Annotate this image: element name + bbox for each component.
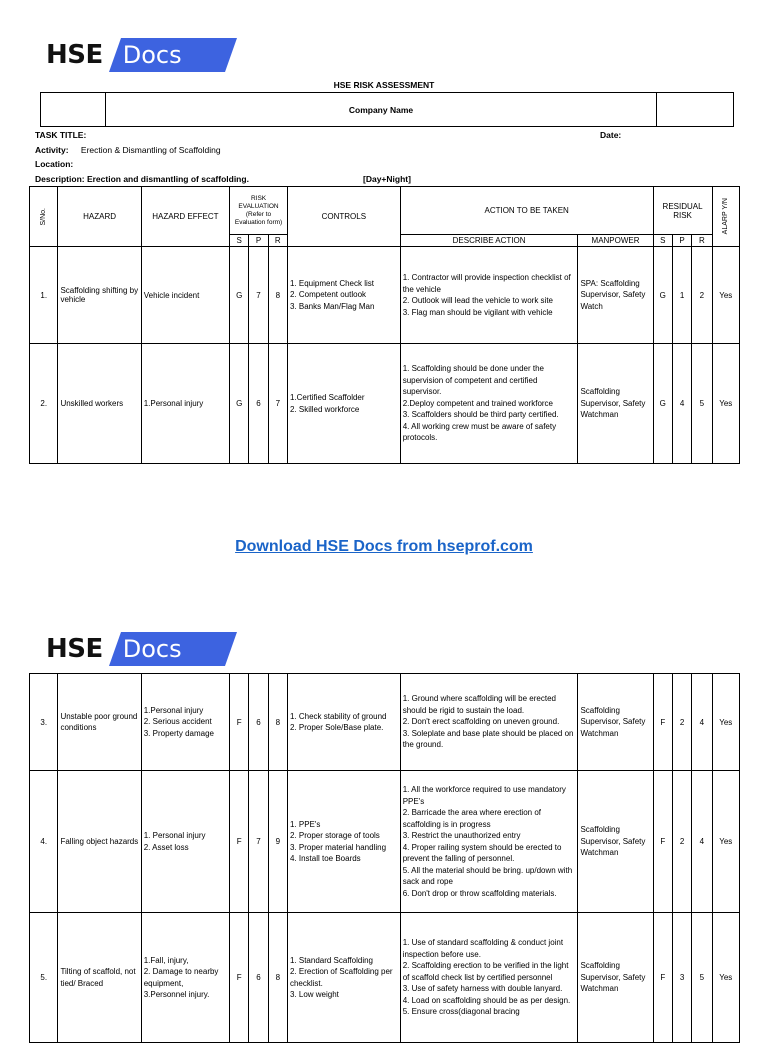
row-alarp: Yes	[712, 344, 739, 464]
row-effect: 1.Personal injury 2. Serious accident 3. Property damage	[141, 674, 229, 771]
row-sno: 2.	[30, 344, 58, 464]
row-p: 7	[249, 771, 268, 913]
row-effect: 1.Personal injury	[141, 344, 229, 464]
row-controls: 1. Check stability of ground 2. Proper Sole/Base plate.	[287, 674, 400, 771]
activity-label: Activity:	[35, 145, 69, 155]
row-effect: 1. Personal injury 2. Asset loss	[141, 771, 229, 913]
row-sno: 1.	[30, 247, 58, 344]
row-r: 7	[268, 344, 287, 464]
row-effect: 1.Fall, injury, 2. Damage to nearby equipment, 3.Personnel injury.	[141, 913, 229, 1043]
row-residual-p: 3	[672, 913, 691, 1043]
row-residual-s: G	[653, 247, 672, 344]
activity-line	[35, 145, 221, 155]
row-residual-r: 5	[692, 344, 712, 464]
hse-docs-logo-page2	[46, 632, 237, 666]
row-hazard: Unstable poor ground conditions	[58, 674, 141, 771]
row-s: F	[230, 913, 249, 1043]
logo-docs-badge	[109, 38, 237, 72]
row-manpower: Scaffolding Supervisor, Safety Watchman	[578, 771, 653, 913]
row-actions: 1. Contractor will provide inspection checklist of the vehicle 2. Outlook will lead the vehicle to work site 3. Flag man should be vigilant with vehicle	[400, 247, 578, 344]
row-sno: 5.	[30, 913, 58, 1043]
shift: [Day+Night]	[363, 174, 411, 184]
row-controls: 1.Certified Scaffolder 2. Skilled workforce	[287, 344, 400, 464]
row-residual-s: F	[653, 913, 672, 1043]
row-s: G	[230, 344, 249, 464]
header-hazard: HAZARD	[58, 187, 141, 247]
header-residual: RESIDUAL RISK	[653, 187, 712, 235]
date-label: Date:	[600, 130, 622, 140]
row-p: 6	[249, 344, 268, 464]
row-r: 9	[268, 771, 287, 913]
row-alarp: Yes	[712, 247, 739, 344]
row-sno: 3.	[30, 674, 58, 771]
header-manpower: MANPOWER	[578, 235, 653, 247]
location-label: Location:	[35, 159, 74, 169]
row-residual-r: 4	[692, 674, 712, 771]
company-header-table	[40, 92, 734, 127]
row-residual-p: 2	[672, 771, 691, 913]
header-describe-action: DESCRIBE ACTION	[400, 235, 578, 247]
table-row	[30, 674, 740, 771]
company-right-cell	[657, 93, 734, 127]
download-link[interactable]: Download HSE Docs from hseprof.com	[235, 538, 533, 555]
row-p: 7	[249, 247, 268, 344]
row-residual-s: G	[653, 344, 672, 464]
table-row	[30, 771, 740, 913]
table-row	[30, 913, 740, 1043]
row-sno: 4.	[30, 771, 58, 913]
risk-table-page2	[29, 673, 740, 1043]
description: Description: Erection and dismantling of scaffolding.	[35, 174, 249, 184]
row-manpower: Scaffolding Supervisor, Safety Watchman	[578, 344, 653, 464]
row-residual-p: 1	[672, 247, 691, 344]
hse-docs-logo	[46, 38, 237, 72]
row-actions: 1. Use of standard scaffolding & conduct joint inspection before use. 2. Scaffolding erection to be verified in the light of scaffold check list by certified personnel 3. Use of safety harness with double lanyard. 4. Load on scaffolding should be as per design. 5. Ensure cross(diagonal bracing	[400, 913, 578, 1043]
logo-docs-badge	[109, 632, 237, 666]
header-p: P	[249, 235, 268, 247]
header-risk-eval: RISK EVALUATION (Refer to Evaluation form)	[230, 187, 288, 235]
row-controls: 1. Standard Scaffolding 2. Erection of Scaffolding per checklist. 3. Low weight	[287, 913, 400, 1043]
row-hazard: Unskilled workers	[58, 344, 141, 464]
row-r: 8	[268, 247, 287, 344]
table-row	[30, 344, 740, 464]
row-residual-r: 5	[692, 913, 712, 1043]
row-s: G	[230, 247, 249, 344]
header-s: S	[230, 235, 249, 247]
row-hazard: Falling object hazards	[58, 771, 141, 913]
row-residual-p: 4	[672, 344, 691, 464]
row-residual-p: 2	[672, 674, 691, 771]
row-residual-r: 4	[692, 771, 712, 913]
row-r: 8	[268, 913, 287, 1043]
header-residual-s: S	[653, 235, 672, 247]
logo-hse-text: HSE	[46, 634, 103, 664]
row-actions: 1. Ground where scaffolding will be erected should be rigid to sustain the load. 2. Don't erect scaffolding on uneven ground. 3. Soleplate and base plate should be placed on the ground.	[400, 674, 578, 771]
header-action: ACTION TO BE TAKEN	[400, 187, 653, 235]
row-manpower: Scaffolding Supervisor, Safety Watchman	[578, 913, 653, 1043]
row-alarp: Yes	[712, 913, 739, 1043]
task-title-label: TASK TITLE:	[35, 130, 87, 140]
row-r: 8	[268, 674, 287, 771]
risk-table-page1	[29, 186, 740, 464]
logo-docs-text: Docs	[122, 41, 182, 69]
row-residual-s: F	[653, 674, 672, 771]
row-residual-r: 2	[692, 247, 712, 344]
row-s: F	[230, 771, 249, 913]
header-sno: S/No.	[30, 187, 58, 247]
logo-docs-text: Docs	[122, 635, 182, 663]
row-effect: Vehicle incident	[141, 247, 229, 344]
header-r: R	[268, 235, 287, 247]
row-alarp: Yes	[712, 674, 739, 771]
row-manpower: Scaffolding Supervisor, Safety Watchman	[578, 674, 653, 771]
row-hazard: Scaffolding shifting by vehicle	[58, 247, 141, 344]
header-controls: CONTROLS	[287, 187, 400, 247]
header-hazard-effect: HAZARD EFFECT	[141, 187, 229, 247]
row-controls: 1. Equipment Check list 2. Competent outlook 3. Banks Man/Flag Man	[287, 247, 400, 344]
header-alarp: ALARP Y/N	[712, 187, 739, 247]
row-p: 6	[249, 913, 268, 1043]
row-p: 6	[249, 674, 268, 771]
row-alarp: Yes	[712, 771, 739, 913]
row-actions: 1. All the workforce required to use mandatory PPE's 2. Barricade the area where erection of scaffolding is in progress 3. Restrict the unauthorized entry 4. Proper railing system should be erected to prevent the falling of personnel. 5. All the material should be bring. up/down with sack and rope 6. Don't drop or throw scaffolding materials.	[400, 771, 578, 913]
company-logo-cell	[41, 93, 106, 127]
header-residual-p: P	[672, 235, 691, 247]
row-controls: 1. PPE's 2. Proper storage of tools 3. Proper material handling 4. Install toe Boards	[287, 771, 400, 913]
logo-hse-text: HSE	[46, 40, 103, 70]
page-title: HSE RISK ASSESSMENT	[333, 80, 435, 90]
row-s: F	[230, 674, 249, 771]
row-actions: 1. Scaffolding should be done under the supervision of competent and certified supervisor. 2.Deploy competent and trained workforce 3. Scaffolders should be third party certified. 4. All working crew must be aware of safety protocols.	[400, 344, 578, 464]
row-residual-s: F	[653, 771, 672, 913]
table-row	[30, 247, 740, 344]
activity-value: Erection & Dismantling of Scaffolding	[80, 145, 221, 155]
row-hazard: Tilting of scaffold, not tied/ Braced	[58, 913, 141, 1043]
company-name: Company Name	[106, 93, 657, 127]
header-residual-r: R	[692, 235, 712, 247]
row-manpower: SPA: Scaffolding Supervisor, Safety Watch	[578, 247, 653, 344]
